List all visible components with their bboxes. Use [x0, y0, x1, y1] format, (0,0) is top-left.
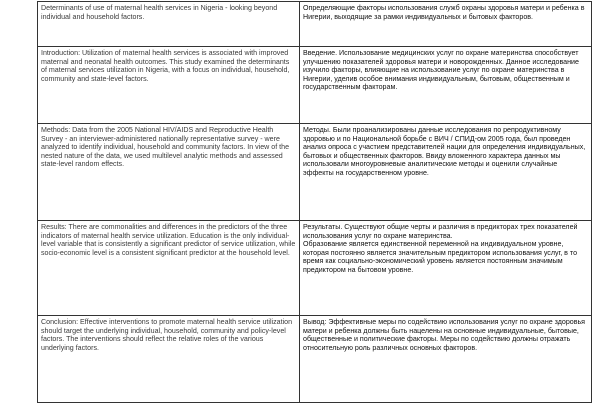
- russian-cell: [300, 221, 592, 316]
- russian-methods-text: Методы. Были проанализированы данные исследования по репродуктивному здоровью и по Национальной борьбе с ВИЧ / СПИД-ом 2005 года, был проведен анализ опроса с участием представителей нации для определения индивидуальных, бытовых и общественных факторов. Ввиду вложенного характера данных мы использовали многоуровневые аналитические методы и оценили случайные эффекты на государственном уровне.: [303, 126, 586, 177]
- english-methods-text: Methods: Data from the 2005 National HIV/AIDS and Reproductive Health Survey - an interviewer-administered nationally representative survey - were analyzed to identify individual, household and community factors. In view of the nested nature of the data, we used multilevel analytic methods and assessed state-level random effects.: [41, 126, 290, 169]
- russian-cell: [300, 124, 592, 221]
- russian-cell: [300, 316, 592, 403]
- russian-results-text-2: Образование является единственной переменной на индивидуальном уровне, которая постоянно является значительным предиктором использования услуг, в то время как социально-экономический уровень является постоянным значимым предиктором на бытовом уровне.: [303, 240, 578, 274]
- table-row-results: [38, 221, 592, 316]
- english-introduction-text: Introduction: Utilization of maternal health services is associated with improved maternal and neonatal health outcomes. This study examined the determinants of maternal services utilization in Nigeria, with a focus on individual, household, community and state-level factors.: [41, 49, 290, 83]
- russian-results-text: Результаты. Существуют общие черты и различия в предикторах трех показателей использования услуг по охране материнства.: [303, 223, 578, 240]
- english-title-text: Determinants of use of maternal health services in Nigeria - looking beyond individual and household factors.: [41, 4, 278, 21]
- russian-introduction-text: Введение. Использование медицинских услуг по охране материнства способствует улучшению показателей здоровья матери и новорожденных. Данное исследование изучило факторы, влияющие на использование услуг по охране материнства в Нигерии, уделив особое внимания индивидуальным, бытовым, общественным и государственным факторам.: [303, 49, 579, 92]
- english-cell: [38, 316, 300, 403]
- english-conclusion-text: Conclusion: Effective interventions to promote maternal health service utilization should target the underlying individual, household, community and policy-level factors. The interventions should reflect the relative roles of the various underlying factors.: [41, 318, 293, 352]
- table-row-introduction: [38, 47, 592, 124]
- english-cell: [38, 221, 300, 316]
- table-row-title: [38, 2, 592, 47]
- table-row-conclusion: [38, 316, 592, 403]
- bilingual-table: [37, 1, 592, 403]
- table-row-methods: [38, 124, 592, 221]
- english-cell: [38, 2, 300, 47]
- english-cell: [38, 124, 300, 221]
- english-results-text: Results: There are commonalities and differences in the predictors of the three indicators of maternal health service utilization. Education is the only individual-level variable that is consistently a significant predictor of service utilization, while socio-economic level is a consistent significant predictor at the household level.: [41, 223, 296, 257]
- english-cell: [38, 47, 300, 124]
- russian-title-text: Определяющие факторы использования служб охраны здоровья матери и ребенка в Нигерии, выходящие за рамки индивидуальных и бытовых факторов.: [303, 4, 585, 21]
- russian-cell: [300, 47, 592, 124]
- russian-cell: [300, 2, 592, 47]
- russian-conclusion-text: Вывод: Эффективные меры по содействию использования услуг по охране здоровья матери и ребенка должны быть нацелены на основные индивидуальные, бытовые, общественные и политические факторы. Меры по содействию должны отражать относительную роль различных основных факторов.: [303, 318, 586, 352]
